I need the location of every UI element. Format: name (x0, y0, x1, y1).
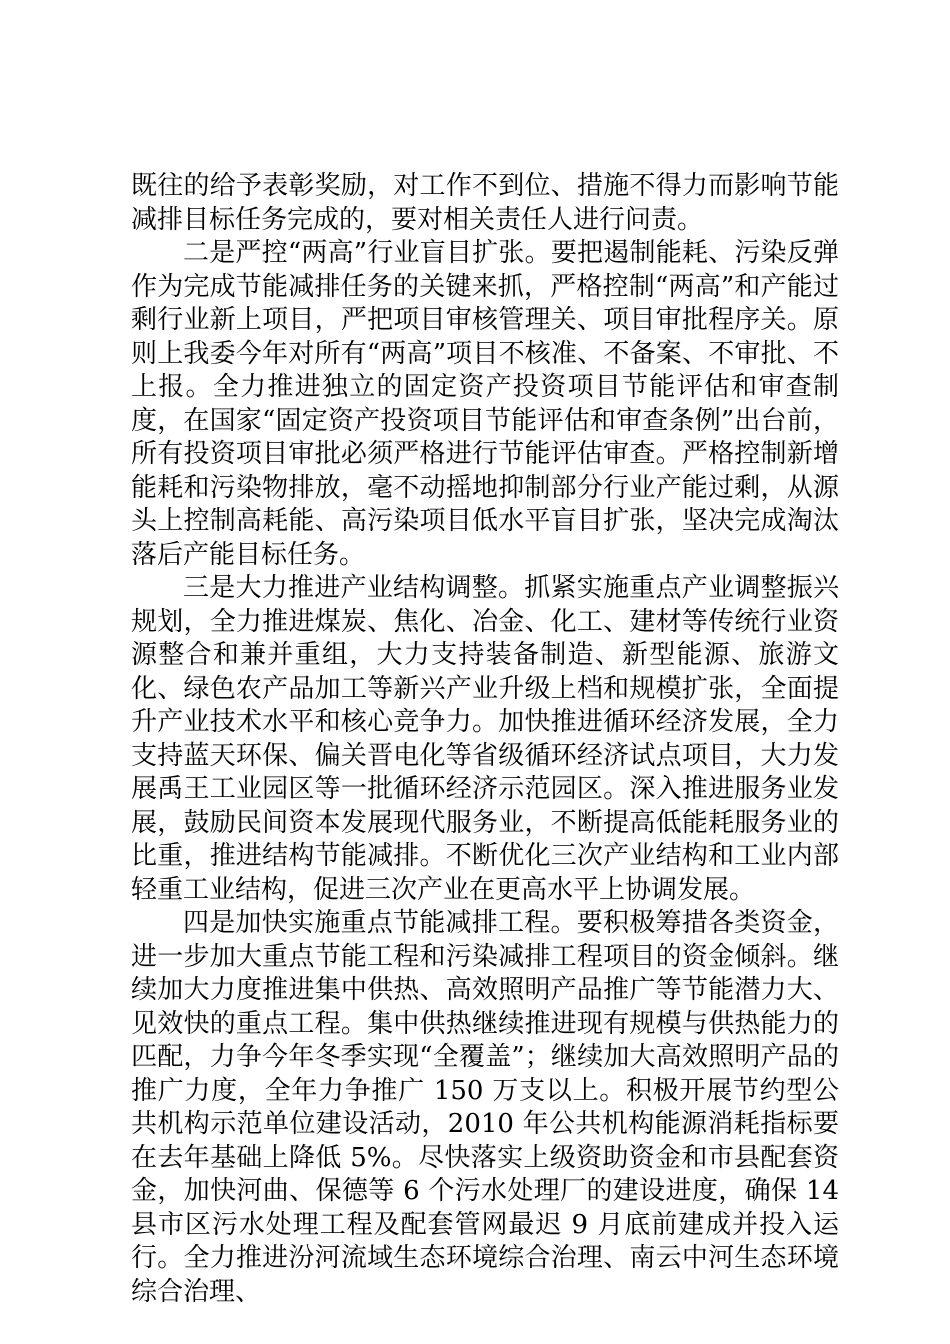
paragraph-key-projects: 四是加快实施重点节能减排工程。要积极筹措各类资金，进一步加大重点节能工程和污染减排工程项目的资金倾斜。继续加大力度推进集中供热、高效照明产品推广等节能潜力大、见效快的重点工程。集中供热继续推进现有规模与供热能力的匹配，力争今年冬季实现“全覆盖”；继续加大高效照明产品的推广力度，全年力争推广 150 万支以上。积极开展节约型公共机构示范单位建设活动，2010 年公共机构能源消耗指标要在去年基础上降低 5%。尽快落实上级资助资金和市县配套资金，加快河曲、保德等 6 个污水处理厂的建设进度，确保 14 县市区污水处理工程及配套管网最迟 9 月底前建成并投入运行。全力推进汾河流域生态环境综合治理、南云中河生态环境综合治理、 (131, 908, 839, 1307)
paragraph-continuation: 既往的给予表彰奖励，对工作不到位、措施不得力而影响节能减排目标任务完成的，要对相关责任人进行问责。 (131, 171, 839, 235)
paragraph-two-high-control: 二是严控“两高”行业盲目扩张。要把遏制能耗、污染反弹作为完成节能减排任务的关键来抓，严格控制“两高”和产能过剩行业新上项目，严把项目审核管理关、项目审批程序关。原则上我委今年对所有“两高”项目不核准、不备案、不审批、不上报。全力推进独立的固定资产投资项目节能评估和审查制度，在国家“固定资产投资项目节能评估和审查条例”出台前，所有投资项目审批必须严格进行节能评估审查。严格控制新增能耗和污染物排放，毫不动摇地抑制部分行业产能过剩，从源头上控制高耗能、高污染项目低水平盲目扩张，坚决完成淘汰落后产能目标任务。 (131, 238, 839, 570)
document-body (131, 170, 839, 1309)
paragraph-industrial-restructuring: 三是大力推进产业结构调整。抓紧实施重点产业调整振兴规划，全力推进煤炭、焦化、冶金、化工、建材等传统行业资源整合和兼并重组，大力支持装备制造、新型能源、旅游文化、绿色农产品加工等新兴产业升级上档和规模扩张，全面提升产业技术水平和核心竞争力。加快推进循环经济发展，全力支持蓝天环保、偏关晋电化等省级循环经济试点项目，大力发展禹王工业园区等一批循环经济示范园区。深入推进服务业发展，鼓励民间资本发展现代服务业，不断提高低能耗服务业的比重，推进结构节能减排。不断优化三次产业结构和工业内部轻重工业结构，促进三次产业在更高水平上协调发展。 (131, 573, 839, 905)
